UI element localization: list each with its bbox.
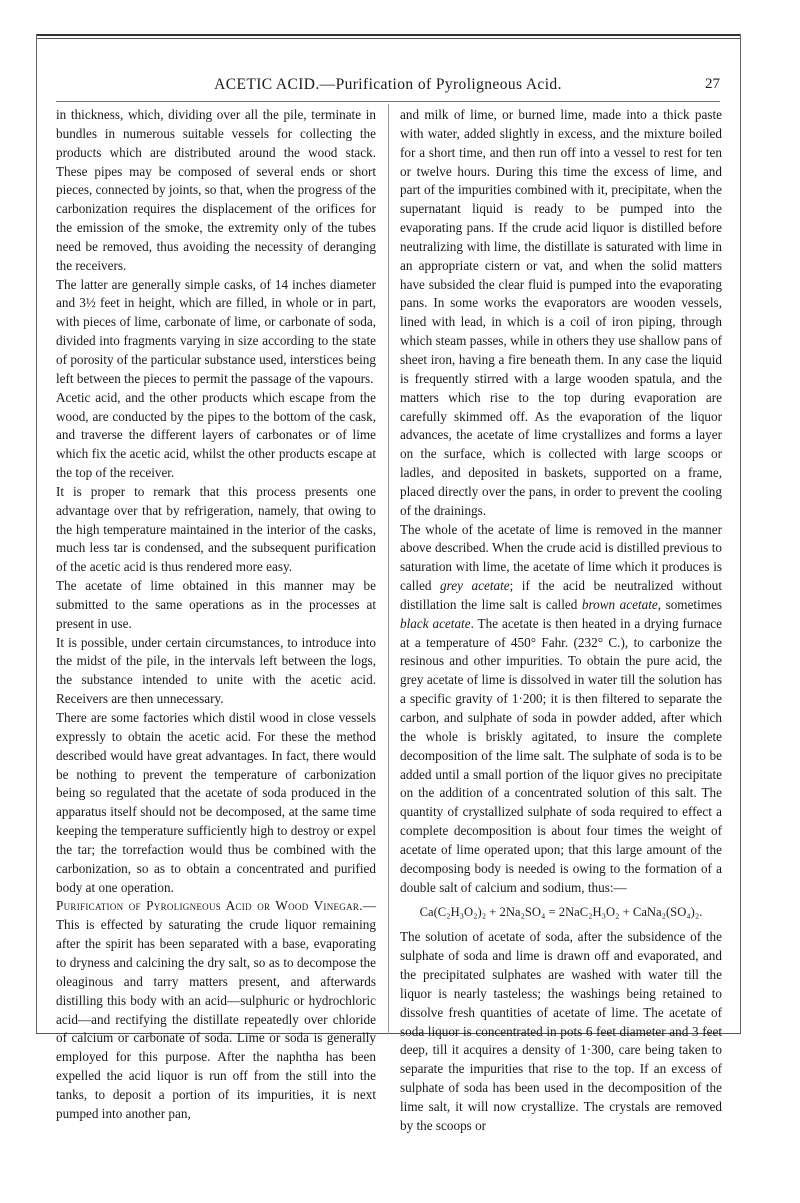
top-border-rule	[36, 34, 741, 36]
page-number: 27	[705, 76, 720, 92]
paragraph: Acetic acid, and the other products which escape from the wood, are conducted by the pipes to the bottom of the cask, and traverse the different layers of carbonates or of lime which fix the acetic acid, whilst the other products escape at the top of the receiver.	[56, 389, 376, 481]
paragraph: It is possible, under certain circumstances, to introduce into the midst of the pile, in the intervals left between the logs, the substance intended to unite with the acetic acid. Receivers are then unnecessary.	[56, 634, 376, 707]
paragraph: The latter are generally simple casks, of 14 inches diameter and 3½ feet in height, which are filled, in whole or in part, with pieces of lime, carbonate of lime, or carbonate of soda, divided into fragments varying in size according to the state of porosity of the particular substance used, interstices being left between the pieces to permit the passage of the vapours.	[56, 276, 376, 386]
paragraph: The solution of acetate of soda, after the subsidence of the sulphate of soda and lime is drawn off and evaporated, and the precipitated sulphates are washed with water till the liquor is nearly tasteless; the washings being retained to dissolve fresh quantities of acetate of lime. The acetate of soda liquor is concentrated in pots 6 feet diameter and 3 feet deep, till it acquires a density of 1·300, care being taken to separate the impurities that rise to the top. If an excess of sulphate of soda has been used in the decomposition of the lime salt, it will now crystallize. The crystals are removed by the scoops or	[400, 929, 722, 1133]
left-border	[36, 34, 37, 1034]
paragraph: The acetate of lime obtained in this manner may be submitted to the same operations as in the processes at present in use.	[56, 578, 376, 631]
header-rule	[56, 101, 720, 102]
paragraph: It is proper to remark that this process presents one advantage over that by refrigeration, namely, that owing to the high temperature maintained in the interior of the casks, much less tar is condensed, and the subsequent purification of the acetic acid is thus rendered more easy.	[56, 483, 376, 575]
formula-text: Ca(C₂H₃O₂)₂ + 2Na₂SO₄ = 2NaC₂H₃O₂ + CaNa₂(SO₄)₂.	[419, 905, 703, 920]
text-run: The whole of the acetate of lime is removed in the manner above described. When the crude acid is distilled previous to saturation with lime, the acetate of lime which it produces is called	[400, 521, 722, 594]
column-separator	[388, 104, 389, 1034]
page-title: ACETIC ACID.—Purification of Pyroligneous Acid.	[214, 76, 562, 93]
paragraph: and milk of lime, or burned lime, made into a thick paste with water, added slightly in excess, and the mixture boiled for a short time, and then run off into a vessel to rest for ten or twelve hours. During this time the excess of lime, and part of the impurities combined with it, precipitate, when the supernatant liquid is ready to be pumped into the evaporating pans. If the crude acid liquor is distilled before neutralizing with lime, the distillate is saturated with lime in an appropriate cistern or vat, and when the solid matters have subsided the clear fluid is pumped into the evaporating pans. In some works the evaporators are wooden vessels, lined with lead, in which is a coil of iron piping, through which steam passes, while in others they use shallow pans of sheet iron, having a fire beneath them. In any case the liquid is frequently stirred with a large wooden spatula, and the matters which rise to the top during evaporation are carefully skimmed off. As the evaporation of the liquor advances, the acetate of lime crystallizes and forms a layer on the surface, which is collected with large scoops or ladles, and deposited in baskets, supported on a frame, placed directly over the pans, in order to prevent the cooling of the drainings.	[400, 107, 722, 518]
paragraph-with-heading	[56, 897, 376, 1123]
left-column	[56, 106, 376, 1121]
right-border	[740, 34, 741, 1034]
text-run: , sometimes	[657, 596, 722, 612]
paragraph: in thickness, which, dividing over all the pile, terminate in bundles in numerous suitable vessels for collecting the products which are distributed around the wood stack. These pipes may be composed of several ends or short pieces, connected by joints, so that, when the progress of the carbonization requires the displacement of the orifices for the emission of the smoke, the extremity only of the tubes need be removed, thus avoiding the necessity of deranging the receivers.	[56, 107, 376, 273]
paragraph-text: —This is effected by saturating the crude liquor remaining after the spirit has been separated with a base, evaporating to dryness and calcining the dry salt, so as to decompose the oleaginous and tarry matters present, and afterwards distilling this body with an acid—sulphuric or hydrochloric acid—and rectifying the distillate repeatedly over chloride of calcium or carbonate of soda. Lime or soda is generally employed for this purpose. After the naphtha has been expelled the acid liquor is run off from the still into the tanks, to deposit a portion of its impurities, it is next pumped into another pan,	[56, 898, 376, 1121]
running-header	[56, 76, 720, 98]
top-border-rule-inner	[36, 38, 741, 39]
text-run: . The acetate is then heated in a drying furnace at a temperature of 450° Fahr. (232° C.), to carbonize the resinous and other impurities. To obtain the pure acid, the grey acetate of lime is dissolved in water till the solution has a specific gravity of 1·200; it is then filtered to separate the carbon, and sulphate of soda in powder added, after which the whole is briskly agitated, to insure the complete decomposition of the lime salt. The sulphate of soda is to be added until a small portion of the liquor gives no precipitate on the addition of a concentrated solution of this salt. The quantity of crystallized sulphate of soda required to effect a complete decomposition is about four times the weight of acetate of lime operated upon; that this large amount of the decomposing body is needed is owing to the formation of a double salt of calcium and sodium, thus:—	[400, 615, 722, 895]
paragraph	[400, 521, 722, 898]
term-black-acetate: black acetate	[400, 615, 471, 631]
chemical-formula	[400, 903, 722, 922]
right-column	[400, 106, 722, 1133]
text-run: ; if the acid be neutralized without distillation the lime salt is called	[400, 578, 722, 612]
paragraph: There are some factories which distil wood in close vessels expressly to obtain the acetic acid. For these the method described would have great advantages. In fact, there would be nothing to prevent the temperature of carbonization being so regulated that the acetate of soda produced in the apparatus itself should not be decomposed, at the same time keeping the temperature sufficiently high to destroy or expel the tar; the torrefaction would thus be combined with the carbonization, so as to obtain a concentrated and purified body at one operation.	[56, 710, 376, 895]
section-heading: Purification of Pyroligneous Acid or Wood Vinegar.	[56, 898, 363, 914]
term-grey-acetate: grey acetate	[440, 578, 510, 594]
term-brown-acetate: brown acetate	[581, 596, 658, 612]
